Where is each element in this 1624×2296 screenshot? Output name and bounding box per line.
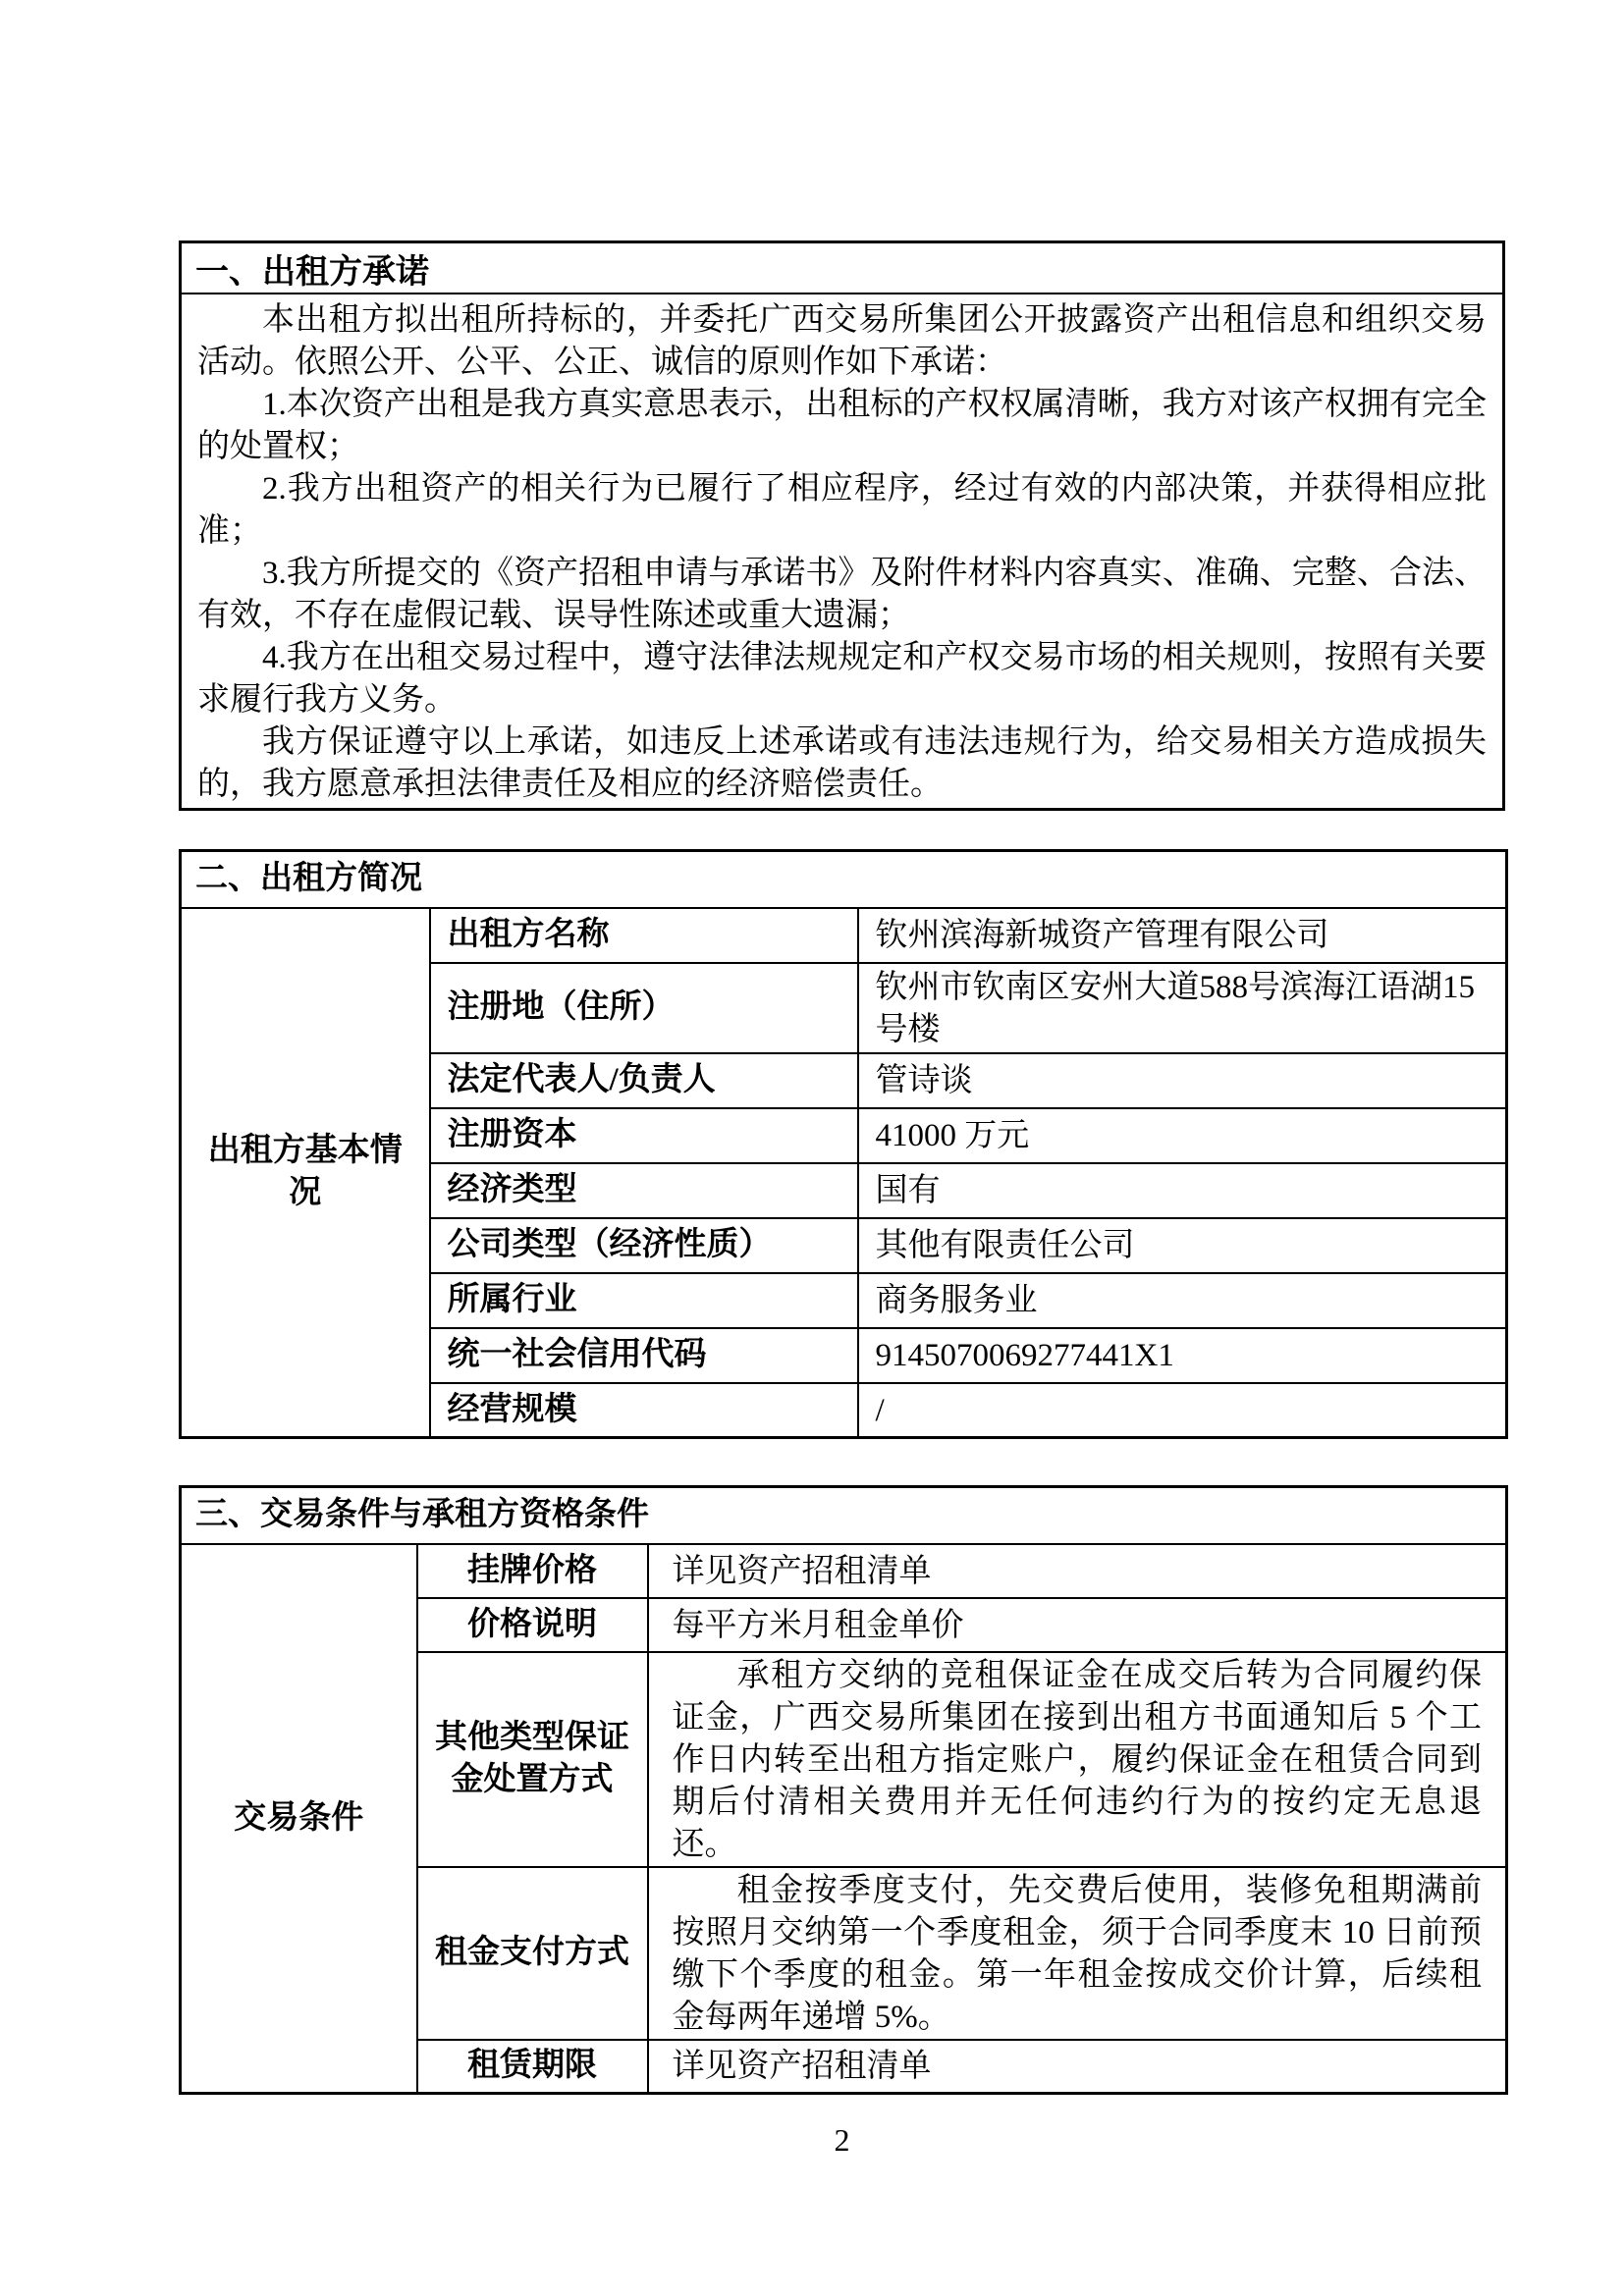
section-title: 二、出租方简况 [181,851,1507,908]
section-title: 三、交易条件与承租方资格条件 [181,1487,1507,1544]
row-value: 钦州滨海新城资产管理有限公司 [858,908,1507,963]
paragraph: 我方保证遵守以上承诺，如违反上述承诺或有违法违规行为，给交易相关方造成损失的，我方愿意承担法律责任及相应的经济赔偿责任。 [197,724,1487,802]
cell-paragraph: 承租方交纳的竞租保证金在成交后转为合同履约保证金，广西交易所集团在接到出租方书面通知后 5 个工作日内转至出租方指定账户，履约保证金在租赁合同到期后付清相关费用并无任何违约行为的按约定无息退还。 [672,1657,1483,1862]
page-number: 2 [834,2122,850,2158]
section-title: 一、出租方承诺 [182,243,1502,294]
row-value: 其他有限责任公司 [858,1218,1507,1273]
table-row [181,1544,1507,1598]
row-label: 租金支付方式 [417,1867,648,2040]
row-label: 注册地（住所） [430,963,858,1053]
cell-paragraph: 租金按季度支付，先交费后使用，装修免租期满前按照月交纳第一个季度租金，须于合同季度末 10 日前预缴下个季度的租金。第一年租金按成交价计算，后续租金每两年递增 5%。 [672,1872,1483,2035]
row-value: 管诗谈 [858,1053,1507,1108]
row-label: 经营规模 [430,1383,858,1438]
row-label: 其他类型保证金处置方式 [417,1652,648,1867]
section-title-row [181,851,1507,908]
row-value: 钦州市钦南区安州大道588号滨海江语湖15号楼 [858,963,1507,1053]
row-label: 价格说明 [417,1598,648,1652]
row-label: 所属行业 [430,1273,858,1328]
row-value [648,1652,1507,1867]
row-label: 统一社会信用代码 [430,1328,858,1383]
row-value: 详见资产招租清单 [648,2040,1507,2094]
row-value: 商务服务业 [858,1273,1507,1328]
section-transaction-conditions [179,1485,1508,2095]
paragraph: 1.本次资产出租是我方真实意思表示，出租标的产权权属清晰，我方对该产权拥有完全的处置权； [197,387,1487,464]
row-label: 挂牌价格 [417,1544,648,1598]
paragraph: 本出租方拟出租所持标的，并委托广西交易所集团公开披露资产出租信息和组织交易活动。依照公开、公平、公正、诚信的原则作如下承诺： [197,302,1487,380]
section-lessor-commitment [179,240,1505,811]
commitment-text [182,294,1502,808]
paragraph: 4.我方在出租交易过程中，遵守法律法规规定和产权交易市场的相关规则，按照有关要求履行我方义务。 [197,640,1487,718]
row-value: 详见资产招租清单 [648,1544,1507,1598]
row-value: 每平方米月租金单价 [648,1598,1507,1652]
row-label: 租赁期限 [417,2040,648,2094]
row-label: 注册资本 [430,1108,858,1163]
row-value: 9145070069277441X1 [858,1328,1507,1383]
section-title-row [181,1487,1507,1544]
row-label: 公司类型（经济性质） [430,1218,858,1273]
paragraph: 2.我方出租资产的相关行为已履行了相应程序，经过有效的内部决策，并获得相应批准； [197,471,1487,549]
row-value: 41000 万元 [858,1108,1507,1163]
row-label: 经济类型 [430,1163,858,1218]
row-value: 国有 [858,1163,1507,1218]
row-value: / [858,1383,1507,1438]
section-lessor-profile [179,849,1508,1439]
table-row [181,908,1507,963]
group-label-cell: 交易条件 [181,1544,417,2094]
row-value [648,1867,1507,2040]
row-label: 法定代表人/负责人 [430,1053,858,1108]
paragraph: 3.我方所提交的《资产招租申请与承诺书》及附件材料内容真实、准确、完整、合法、有效，不存在虚假记载、误导性陈述或重大遗漏； [197,556,1487,633]
row-label: 出租方名称 [430,908,858,963]
group-label-cell: 出租方基本情况 [181,908,430,1438]
